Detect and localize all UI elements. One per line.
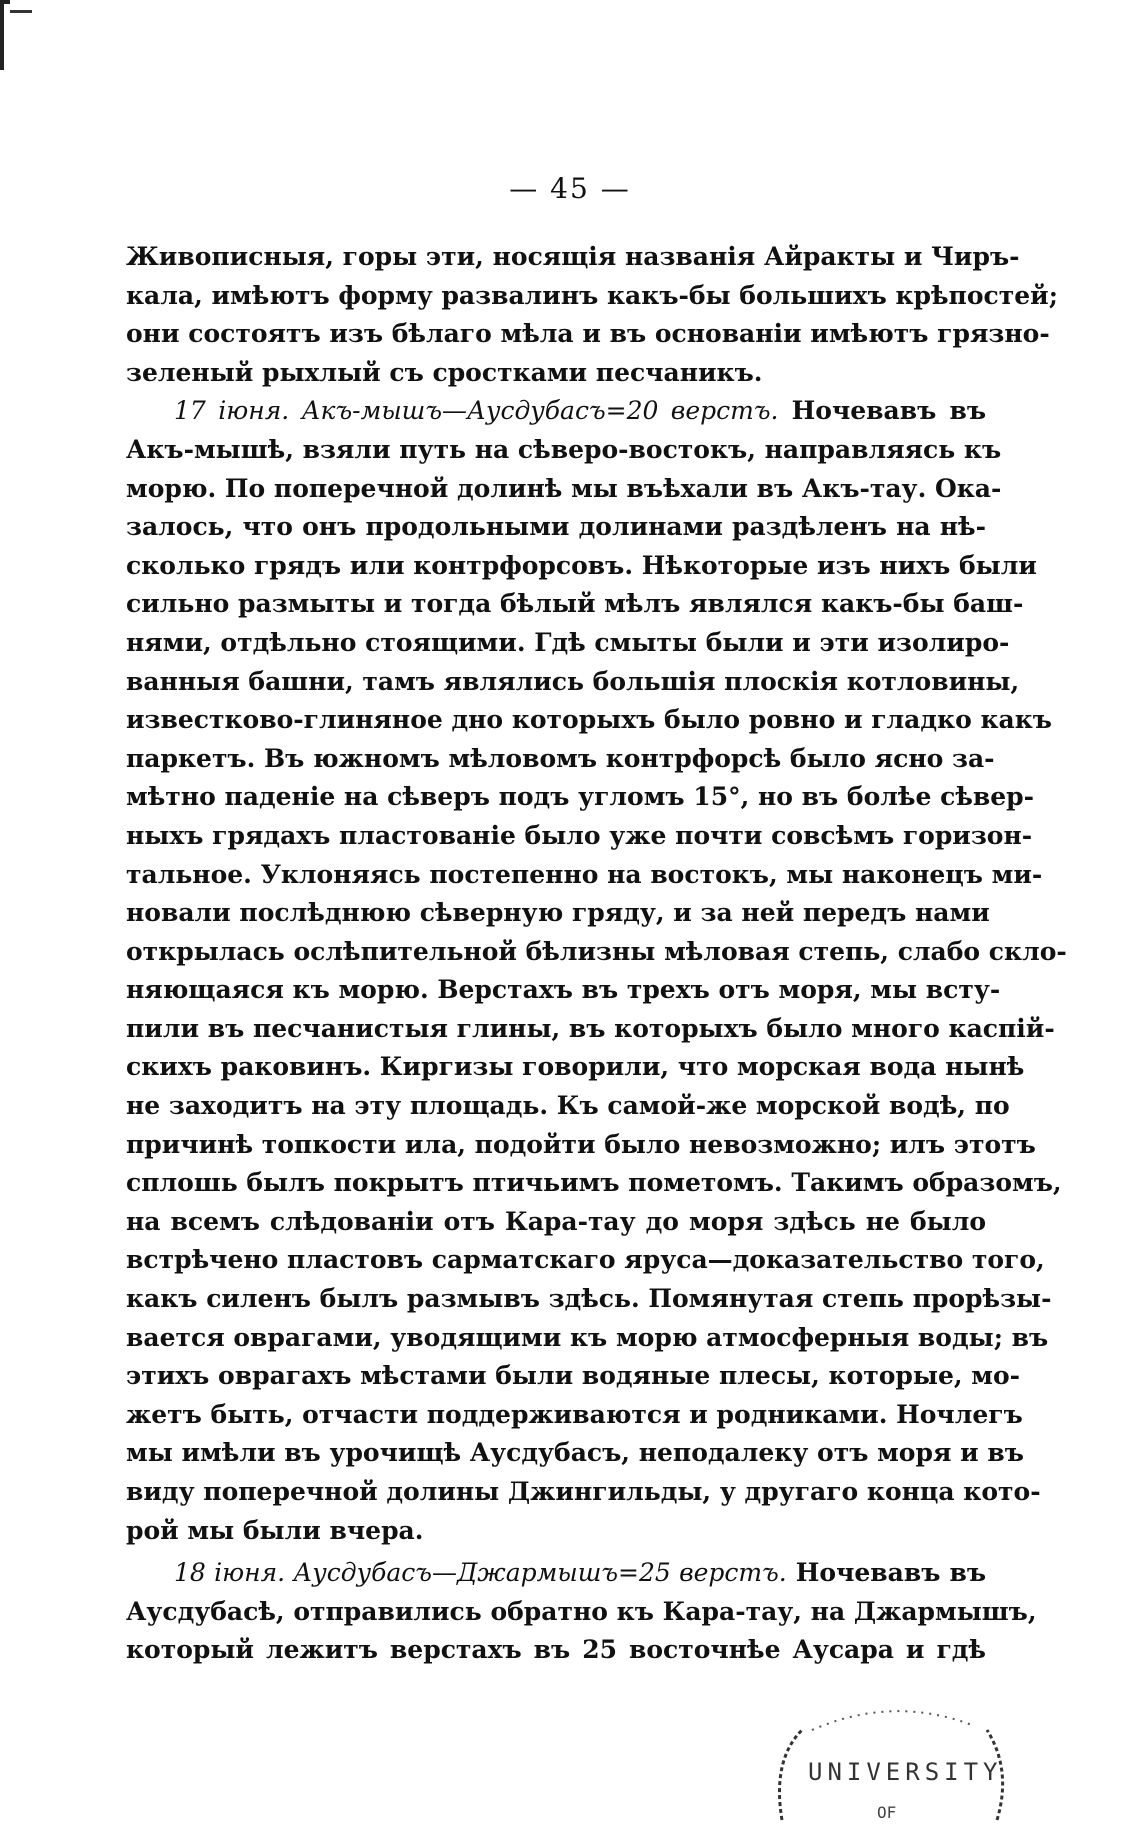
text-line: открылась ослѣпительной бѣлизны мѣловая степь, слабо скло- bbox=[126, 936, 1067, 966]
entry-heading-rest: Ночевавъ въ bbox=[778, 396, 986, 426]
text-line: тальное. Уклоняясь постепенно на востокъ, мы наконецъ ми- bbox=[126, 859, 1043, 889]
text-line: морю. По поперечной долинѣ мы въѣхали въ Акъ-тау. Ока- bbox=[126, 473, 1002, 503]
text-line: зеленый рыхлый съ сростками песчаникъ. bbox=[126, 357, 763, 387]
stamp-small-text: OF bbox=[877, 1803, 897, 1822]
text-line: няющаяся къ морю. Верстахъ въ трехъ отъ моря, мы всту- bbox=[126, 975, 1001, 1005]
paragraph-2 bbox=[126, 392, 1067, 1550]
text-line: залось, что онъ продольными долинами раздѣленъ на нѣ- bbox=[126, 512, 986, 542]
text-line: виду поперечной долины Джингильды, у другаго конца кото- bbox=[126, 1477, 1041, 1506]
text-line: сколько грядъ или контрфорсовъ. Нѣкоторые изъ нихъ были bbox=[126, 550, 1037, 580]
paragraph-3 bbox=[126, 1554, 1037, 1670]
text-line: Аусдубасѣ, отправились обратно къ Кара-тау, на Джармышъ, bbox=[126, 1596, 1037, 1626]
text-line: мы имѣли въ урочищѣ Аусдубасъ, неподалеку отъ моря и въ bbox=[126, 1438, 1024, 1468]
text-line: нями, отдѣльно стоящими. Гдѣ смыты были и эти изолиро- bbox=[126, 627, 1010, 657]
text-line: ныхъ грядахъ пластованіе было уже почти совсѣмъ горизон- bbox=[126, 820, 1033, 850]
text-line: скихъ раковинъ. Киргизы говорили, что морская вода нынѣ bbox=[126, 1052, 1025, 1082]
text-line: не заходитъ на эту площадь. Къ самой-же морской водѣ, по bbox=[126, 1091, 1010, 1121]
text-line: на всемъ слѣдованіи отъ Кара-тау до моря здѣсь не было bbox=[126, 1206, 986, 1236]
text-line: новали послѣднюю сѣверную гряду, и за ней передъ нами bbox=[126, 898, 990, 928]
text-line: они состоятъ изъ бѣлаго мѣла и въ основаніи имѣютъ грязно- bbox=[126, 319, 1050, 349]
text-line: вается оврагами, уводящими къ морю атмосферныя воды; въ bbox=[126, 1322, 1049, 1352]
entry-heading-rest: Ночевавъ въ bbox=[786, 1558, 986, 1588]
entry-heading-date: 17 іюня. Акъ-мышъ—Аусдубасъ=20 верстъ. bbox=[174, 396, 779, 426]
text-line: сплошь былъ покрытъ птичьимъ пометомъ. Такимъ образомъ, bbox=[126, 1168, 1062, 1198]
scan-corner-mark bbox=[0, 0, 10, 70]
text-line: рой мы были вчера. bbox=[126, 1515, 424, 1545]
text-line: какъ силенъ былъ размывъ здѣсь. Помянутая степь прорѣзы- bbox=[126, 1284, 1052, 1314]
stamp-text: UNIVERSITY bbox=[808, 1758, 1003, 1786]
text-line: который лежитъ верстахъ въ 25 восточнѣе Аусара и гдѣ bbox=[126, 1635, 986, 1665]
text-line: кала, имѣютъ форму развалинъ какъ-бы большихъ крѣпостей; bbox=[126, 280, 1058, 310]
text-line: Живописныя, горы эти, носящія названія Айракты и Чиръ- bbox=[126, 242, 1020, 271]
entry-heading-line bbox=[126, 392, 986, 431]
page-number: — 45 — bbox=[509, 172, 631, 205]
text-line: мѣтно паденіе на сѣверъ подъ угломъ 15°, но въ болѣе сѣвер- bbox=[126, 782, 1035, 812]
entry-heading-date: 18 іюня. Аусдубасъ—Джармышъ=25 верстъ. bbox=[174, 1558, 787, 1588]
entry-heading-line bbox=[126, 1554, 986, 1593]
text-line: ванныя башни, тамъ являлись большія плоскія котловины, bbox=[126, 666, 1020, 696]
text-line: этихъ оврагахъ мѣстами были водяные плесы, которые, мо- bbox=[126, 1361, 1021, 1391]
text-line: Акъ-мышѣ, взяли путь на сѣверо-востокъ, направляясь къ bbox=[126, 434, 1002, 464]
text-line: жетъ быть, отчасти поддерживаются и родниками. Ночлегъ bbox=[126, 1399, 1023, 1429]
text-line: встрѣчено пластовъ сарматскаго яруса—доказательство того, bbox=[126, 1245, 1045, 1275]
page-body bbox=[126, 238, 1067, 1670]
library-stamp bbox=[772, 1690, 1020, 1830]
text-line: пили въ песчанистыя глины, въ которыхъ было много каспій- bbox=[126, 1013, 1055, 1043]
text-line: сильно размыты и тогда бѣлый мѣлъ являлся какъ-бы баш- bbox=[126, 589, 1024, 619]
paragraph-1 bbox=[126, 238, 1058, 392]
text-line: причинѣ топкости ила, подойти было невозможно; илъ этотъ bbox=[126, 1129, 1036, 1159]
text-line: известково-глиняное дно которыхъ было ровно и гладко какъ bbox=[126, 705, 1052, 735]
text-line: паркетъ. Въ южномъ мѣловомъ контрфорсѣ было ясно за- bbox=[126, 743, 995, 773]
